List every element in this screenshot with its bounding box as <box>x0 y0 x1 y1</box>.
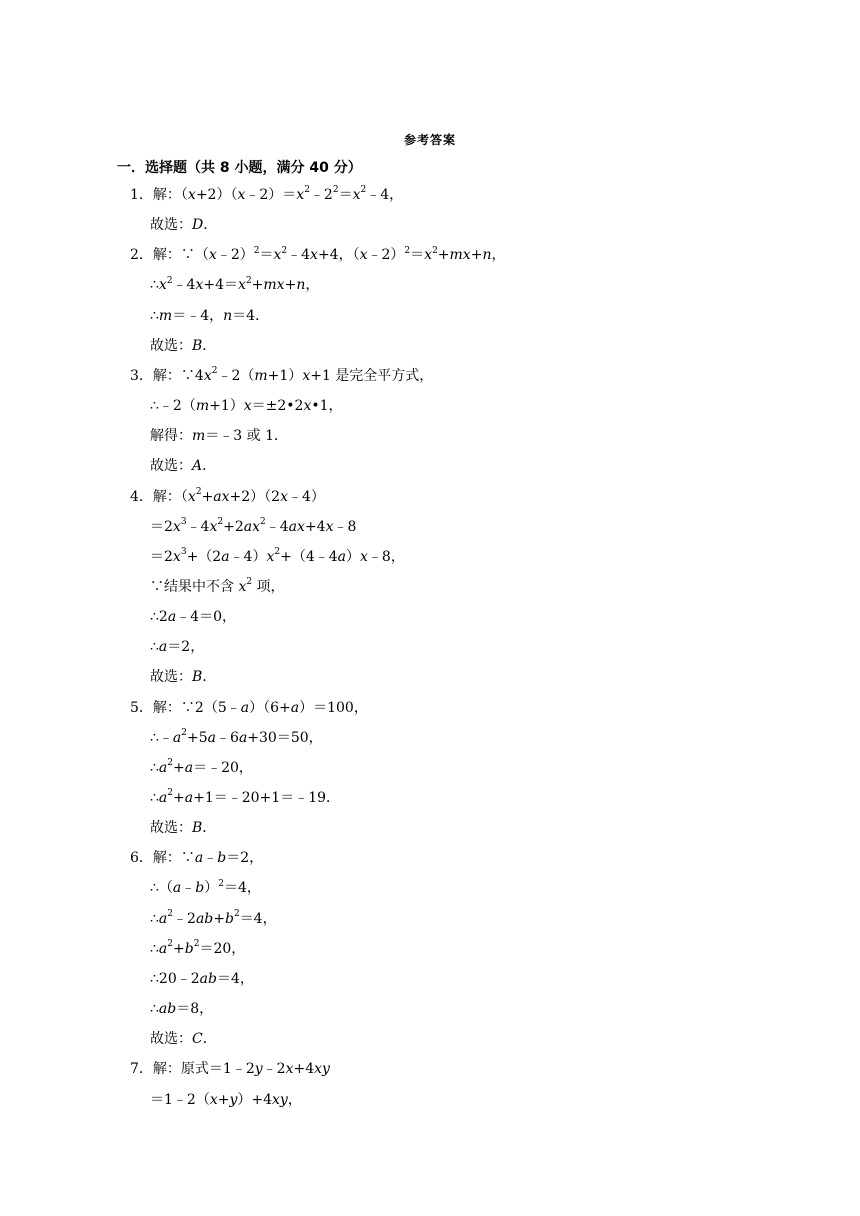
problem-7-line: ＝1﹣2（x+y）+4xy， <box>150 1091 302 1108</box>
section-heading: 一．选择题（共 8 小题，满分 40 分） <box>117 160 362 176</box>
problem-6-line: $\therefore a^2+b^2=20$， <box>150 939 246 957</box>
problem-5-line: 故选：B． <box>150 820 217 837</box>
problem-2-line: ∴m＝﹣4，n＝4． <box>150 307 270 324</box>
problem-2-header: 2．解：$\because(x﹣2)^2=x^2﹣4x+4$，$(x﹣2)^2=x^2+mx+n$， <box>130 245 506 264</box>
problem-6-line: $\therefore a^2﹣2ab+b^2=4$， <box>150 908 277 927</box>
problem-4-line: ∴a＝2， <box>150 639 205 656</box>
problem-6-line: ∴ab＝8， <box>150 1001 214 1018</box>
problem-2-line: $\therefore x^2﹣4x+4=x^2+mx+n$， <box>150 275 320 294</box>
problem-1-line: 故选：D． <box>150 217 218 234</box>
problem-5-line: $\therefore a^2+a+1=﹣20+1=﹣19$． <box>150 788 341 806</box>
problem-7-header: 7．解：原式＝1﹣2y﹣2x+4xy <box>130 1061 330 1078</box>
problem-2-line: 故选：B． <box>150 337 217 354</box>
problem-5-header: 5．解：∵2（5﹣a）（6+a）＝100， <box>130 699 368 716</box>
problem-6-line: ∴（a﹣b）$^2$＝4， <box>150 878 261 897</box>
page-title: 参考答案 <box>403 133 456 147</box>
problem-4-line: $=2x^3﹣4x^2+2ax^2﹣4ax+4x﹣8$ <box>150 516 357 535</box>
problem-6-line: 故选：C． <box>150 1031 217 1048</box>
problem-5-line: $\therefore﹣a^2+5a﹣6a+30=50$， <box>150 728 323 746</box>
problem-3-header: 3．解：$\because 4x^2﹣2(m+1)x+1$ 是完全平方式， <box>130 366 434 384</box>
problem-4-line: 故选：B． <box>150 669 217 686</box>
problem-1-header: 1．解：$(x+2)(x﹣2)=x^2﹣2^2=x^2﹣4$， <box>130 185 404 203</box>
problem-4-line: ∴2a﹣4＝0， <box>150 609 237 626</box>
problem-4-line: ∵结果中不含 $x^2$ 项， <box>150 577 285 595</box>
problem-5-line: $\therefore a^2+a=﹣20$， <box>150 758 253 776</box>
problem-4-line: $=2x^3+(2a﹣4)x^2+(4﹣4a)x﹣8$， <box>150 547 405 565</box>
problem-3-line: 解得：m＝﹣3 或 1． <box>150 428 288 445</box>
problem-4-header: 4．解：$(x^2+ax+2)(2x﹣4)$ <box>130 486 325 505</box>
problem-3-line: 故选：A． <box>150 458 217 475</box>
problem-3-line: ∴﹣2（m+1）x＝±2•2x•1， <box>150 398 343 415</box>
problem-6-line: ∴20﹣2ab＝4， <box>150 970 254 987</box>
problem-6-header: 6．解：∵a﹣b＝2， <box>130 850 264 867</box>
